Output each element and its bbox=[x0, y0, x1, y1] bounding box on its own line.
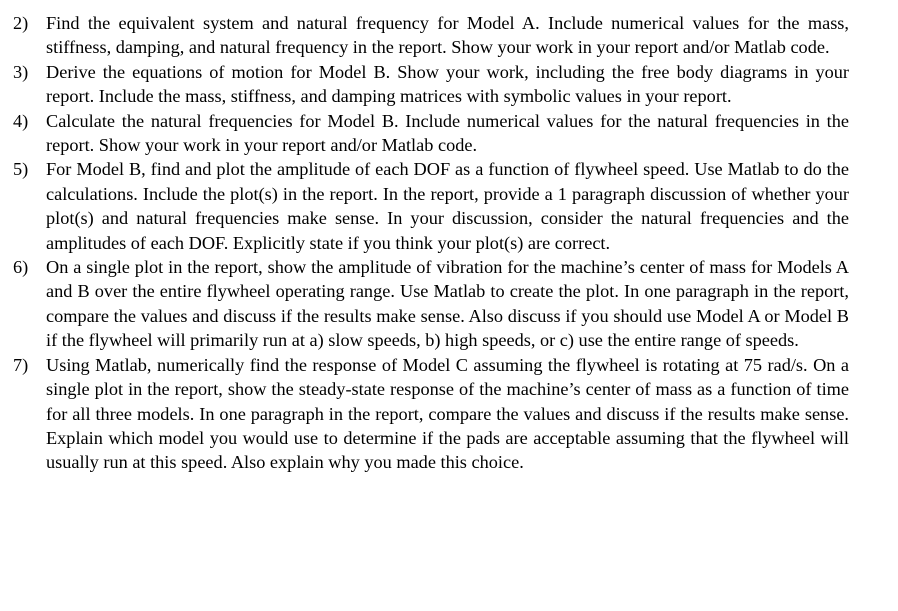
question-number: 7) bbox=[13, 354, 29, 375]
question-number: 5) bbox=[13, 159, 29, 180]
question-number: 6) bbox=[13, 257, 29, 278]
question-text: Calculate the natural frequencies for Model B. Include numerical values for the natural frequencies in the report. Show your work in your report and/or Matlab code. bbox=[46, 110, 849, 156]
question-6 bbox=[13, 255, 849, 353]
question-number: 2) bbox=[13, 13, 29, 33]
question-text: Derive the equations of motion for Model B. Show your work, including the free body diagrams in your report. Include the mass, stiffness, and damping matrices with symbolic values in your report. bbox=[46, 61, 849, 107]
question-text: For Model B, find and plot the amplitude of each DOF as a function of flywheel speed. Use Matlab to do the calculations. Include the plot(s) in the report. In the report, provide a 1 paragraph discussion of whether your plot(s) and natural frequencies make sense. In your discussion, consider the natural frequencies and the amplitudes of each DOF. Explicitly state if you think your plot(s) are correct. bbox=[46, 159, 849, 253]
question-5 bbox=[13, 157, 849, 255]
question-number: 3) bbox=[13, 61, 29, 82]
assignment-questions bbox=[13, 11, 849, 475]
question-4 bbox=[13, 109, 849, 158]
question-number: 4) bbox=[13, 110, 29, 131]
question-3 bbox=[13, 60, 849, 109]
question-2 bbox=[13, 11, 849, 60]
question-7 bbox=[13, 353, 849, 475]
question-text: Find the equivalent system and natural frequency for Model A. Include numerical values for the mass, stiffness, damping, and natural frequency in the report. Show your work in your report and/or Matlab code. bbox=[46, 13, 849, 58]
question-text: On a single plot in the report, show the amplitude of vibration for the machine’s center of mass for Models A and B over the entire flywheel operating range. Use Matlab to create the plot. In one paragraph in the report, compare the values and discuss if the results make sense. Also discuss if you should use Model A or Model B if the flywheel will primarily run at a) slow speeds, b) high speeds, or c) use the entire range of speeds. bbox=[46, 257, 849, 351]
question-text: Using Matlab, numerically find the response of Model C assuming the flywheel is rotating at 75 rad/s. On a single plot in the report, show the steady-state response of the machine’s center of mass as a function of time for all three models. In one paragraph in the report, compare the values and discuss if the results make sense. Explain which model you would use to determine if the pads are acceptable assuming that the flywheel will usually run at this speed. Also explain why you made this choice. bbox=[46, 354, 849, 473]
